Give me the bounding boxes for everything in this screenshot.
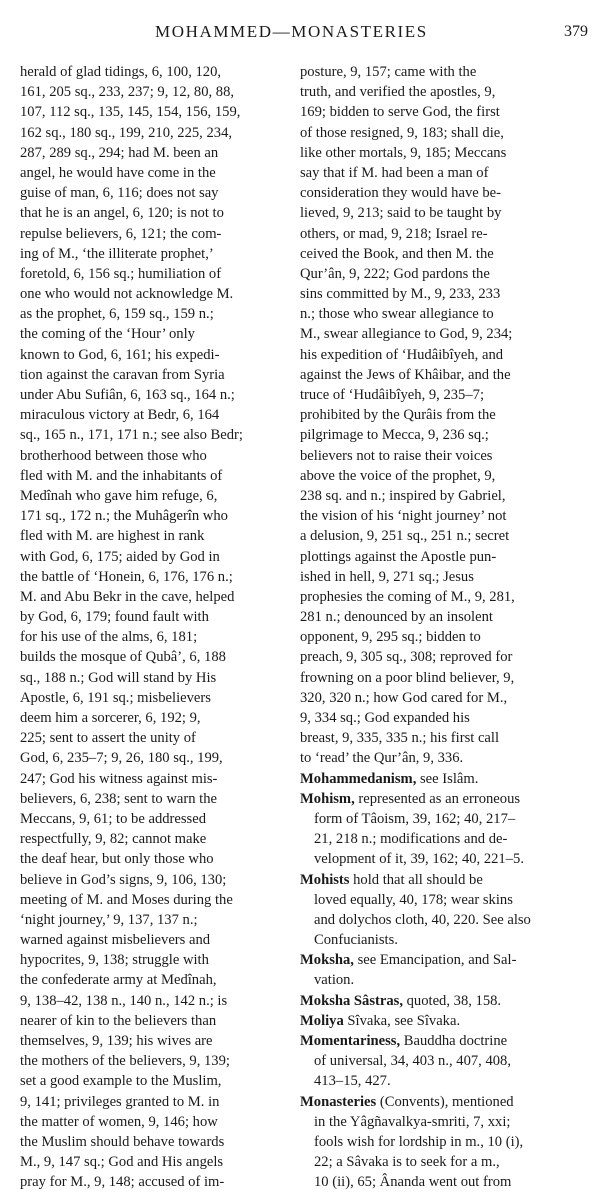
entry-term: Momentariness, [300,1033,401,1049]
index-text-line: with God, 6, 175; aided by God in [20,548,220,565]
index-text-line: Meccans, 9, 61; to be addressed [20,810,207,827]
index-text-line: 162 sq., 180 sq., 199, 210, 225, 234, [20,124,233,141]
index-text-line: respectfully, 9, 82; cannot make [20,831,207,848]
index-text-line: a delusion, 9, 251 sq., 251 n.; secret [300,528,510,545]
index-text-line: others, or mad, 9, 218; Israel re- [300,225,488,242]
index-text-line: prohibited by the Qurâis from the [300,407,496,424]
entry-term: Monasteries [300,1093,377,1110]
index-text-line: known to God, 6, 161; his expedi- [20,346,220,363]
index-text-line: 169; bidden to serve God, the first [300,104,500,121]
index-entry-moksha-sastras [300,991,588,1011]
index-text-line: breast, 9, 335, 335 n.; his first call [300,730,500,747]
entry-term: Moliya [300,1012,344,1029]
entry-term: Moksha, [300,952,354,969]
index-text-line: 171 sq., 172 n.; the Muhâgerîn who [20,508,228,525]
index-text-line: to ‘read’ the Qur’ân, 9, 336. [300,750,464,767]
entry-term: Mohammedanism, [300,770,417,787]
index-text-line: against the Jews of Khâibar, and the [300,366,511,383]
entry-text: see Islâm. [416,770,479,787]
index-text-line: pilgrimage to Mecca, 9, 236 sq.; [300,427,489,444]
index-text-line: ceived the Book, and then M. the [300,245,494,262]
index-text-line: lieved, 9, 213; said to be taught by [300,205,502,222]
entry-line: and dolychos cloth, 40, 220. See also [314,911,531,928]
index-text-line: ‘night journey,’ 9, 137, 137 n.; [20,911,198,928]
index-text-line: M., 9, 147 sq.; God and His angels [20,1154,224,1171]
entry-text: represented as an erroneous [354,790,521,807]
index-text-line: the coming of the ‘Hour’ only [20,326,195,343]
entry-line: form of Tâoism, 39, 162; 40, 217– [314,810,516,827]
entry-line: Confucianists. [314,932,398,949]
index-text-line: 225; sent to assert the unity of [20,730,196,747]
mohammed-entry-continuation [300,62,588,769]
index-text-line: one who would not acknowledge M. [20,286,234,303]
running-head: MOHAMMED—MONASTERIES [155,22,428,41]
index-text-line: hypocrites, 9, 138; struggle with [20,952,209,969]
entry-line: of universal, 34, 403 n., 407, 408, [314,1053,511,1070]
index-text-line: the battle of ‘Honein, 6, 176, 176 n.; [20,568,233,585]
index-text-line: prophesies the coming of M., 9, 281, [300,588,515,605]
entry-line: in the Yâgñavalkya-smriti, 7, xxi; [314,1113,511,1130]
index-text-line: M., swear allegiance to God, 9, 234; [300,326,513,343]
index-text-line: posture, 9, 157; came with the [300,64,477,80]
index-text-line: frowning on a poor blind believer, 9, [300,669,515,686]
index-text-line: Apostle, 6, 191 sq.; misbelievers [20,689,211,706]
index-text-line: sins committed by M., 9, 233, 233 [300,286,501,303]
page-header [0,22,610,48]
right-column [300,62,588,1193]
index-text-line: say that if M. had been a man of [300,164,489,181]
index-text-line: 281 n.; denounced by an insolent [300,609,493,626]
index-text-line: under Abu Sufiân, 6, 163 sq., 164 n.; [20,387,235,403]
index-text-line: 238 sq. and n.; inspired by Gabriel, [300,487,506,504]
index-text-line: consideration they would have be- [300,185,502,202]
index-text-line: sq., 188 n.; God will stand by His [20,669,217,686]
index-text-line: guise of man, 6, 116; does not say [20,185,219,202]
entry-line: 21, 218 n.; modifications and de- [314,831,508,848]
entry-line: loved equally, 40, 178; wear skins [314,891,513,908]
entry-line: 10 (ii), 65; Ânanda went out from [314,1174,512,1191]
index-text-line: the mothers of the believers, 9, 139; [20,1053,230,1070]
index-text-line: 9, 138–42, 138 n., 140 n., 142 n.; is [20,992,228,1009]
entry-term: Mohists [300,871,350,888]
index-text-line: 107, 112 sq., 135, 145, 154, 156, 159, [20,104,241,121]
entry-text: Bauddha doctrine [400,1033,508,1049]
entry-term: Moksha Sâstras, [300,992,403,1009]
index-text-line: nearer of kin to the believers than [20,1012,217,1029]
index-text-line: as the prophet, 6, 159 sq., 159 n.; [20,306,214,323]
index-text-line: warned against misbelievers and [20,932,211,949]
index-text-line: repulse believers, 6, 121; the com- [20,225,222,242]
index-text-line: Medînah who gave him refuge, 6, [20,487,218,504]
index-text-line: for his use of the alms, 6, 181; [20,629,198,646]
index-text-line: foretold, 6, 156 sq.; humiliation of [20,265,222,282]
entry-term: Mohism, [300,790,355,807]
index-text-line: ing of M., ‘the illiterate prophet,’ [20,245,214,262]
index-text-line: that he is an angel, 6, 120; is not to [20,205,224,222]
index-entry-monasteries [300,1092,588,1193]
index-text-line: God, 6, 235–7; 9, 26, 180 sq., 199, [20,750,223,767]
entry-line: 413–15, 427. [314,1073,391,1090]
index-text-line: fled with M. and the inhabitants of [20,467,223,484]
index-entry-mohists [300,870,588,951]
entry-text: (Convents), mentioned [376,1093,514,1110]
index-text-line: above the voice of the prophet, 9, [300,467,496,484]
index-text-line: angel, he would have come in the [20,164,216,181]
index-text-line: preach, 9, 305 sq., 308; reproved for [300,649,513,666]
index-text-line: brotherhood between those who [20,447,207,464]
index-text-line: herald of glad tidings, 6, 100, 120, [20,64,222,80]
index-text-line: themselves, 9, 139; his wives are [20,1033,213,1049]
entry-text: Sîvaka, see Sîvaka. [343,1012,461,1029]
index-text-line: Qur’ân, 9, 222; God pardons the [300,265,490,282]
index-text-line: meeting of M. and Moses during the [20,891,233,908]
index-text-line: pray for M., 9, 148; accused of im- [20,1174,225,1191]
index-text-line: his expedition of ‘Hudâibîyeh, and [300,346,504,363]
index-text-line: builds the mosque of Qubâ’, 6, 188 [20,649,226,666]
index-entry-mohammedanism [300,769,588,789]
entry-line: fools wish for lordship in m., 10 (i), [314,1133,524,1150]
index-text-line: 9, 334 sq.; God expanded his [300,710,470,726]
index-text-line: the matter of women, 9, 146; how [20,1113,218,1130]
index-text-line: miraculous victory at Bedr, 6, 164 [20,407,220,424]
index-text-line: believers, 6, 238; sent to warn the [20,790,217,807]
index-text-line: believers not to raise their voices [300,447,493,464]
entry-text: see Emancipation, and Sal- [353,952,517,969]
index-entry-moksha [300,950,588,990]
index-text-line: the confederate army at Medînah, [20,972,217,989]
index-text-line: M. and Abu Bekr in the cave, helped [20,588,235,605]
index-text-line: fled with M. are highest in rank [20,528,205,545]
index-text-line: truce of ‘Hudâibîyeh, 9, 235–7; [300,387,484,403]
index-entry-momentariness [300,1031,588,1092]
page-number: 379 [564,23,588,40]
index-text-line: the vision of his ‘night journey’ not [300,508,507,525]
index-text-line: truth, and verified the apostles, 9, [300,84,496,101]
index-text-line: sq., 165 n., 171, 171 n.; see also Bedr; [20,427,243,444]
index-text-line: plottings against the Apostle pun- [300,548,497,565]
index-text-line: 161, 205 sq., 233, 237; 9, 12, 80, 88, [20,84,235,101]
index-text-line: opponent, 9, 295 sq.; bidden to [300,629,481,646]
index-text-line: set a good example to the Muslim, [20,1073,222,1090]
index-text-line: 320, 320 n.; how God cared for M., [300,689,508,706]
entry-line: 22; a Sâvaka is to seek for a m., [314,1154,500,1171]
index-text-line: 9, 141; privileges granted to M. in [20,1093,220,1110]
left-column [20,62,290,1193]
entry-text: quoted, 38, 158. [402,992,502,1009]
index-entry-mohism [300,789,588,870]
index-text-line: ished in hell, 9, 271 sq.; Jesus [300,568,474,585]
index-text-line: like other mortals, 9, 185; Meccans [300,144,507,161]
index-text-line: the deaf hear, but only those who [20,851,214,868]
index-text-line: by God, 6, 179; found fault with [20,609,209,626]
index-text-line: 287, 289 sq., 294; had M. been an [20,144,219,161]
index-text-line: n.; those who swear allegiance to [300,306,494,323]
entry-line: vation. [314,972,355,989]
index-text-line: tion against the caravan from Syria [20,366,225,383]
index-text-line: deem him a sorcerer, 6, 192; 9, [20,710,201,726]
index-text-line: believe in God’s signs, 9, 106, 130; [20,871,227,888]
entry-line: velopment of it, 39, 162; 40, 221–5. [314,851,524,868]
index-text-line: of those resigned, 9, 183; shall die, [300,124,504,141]
index-entry-moliya [300,1011,588,1031]
index-text-line: the Muslim should behave towards [20,1133,225,1150]
index-text-line: 247; God his witness against mis- [20,770,218,787]
entry-text: hold that all should be [349,871,483,888]
